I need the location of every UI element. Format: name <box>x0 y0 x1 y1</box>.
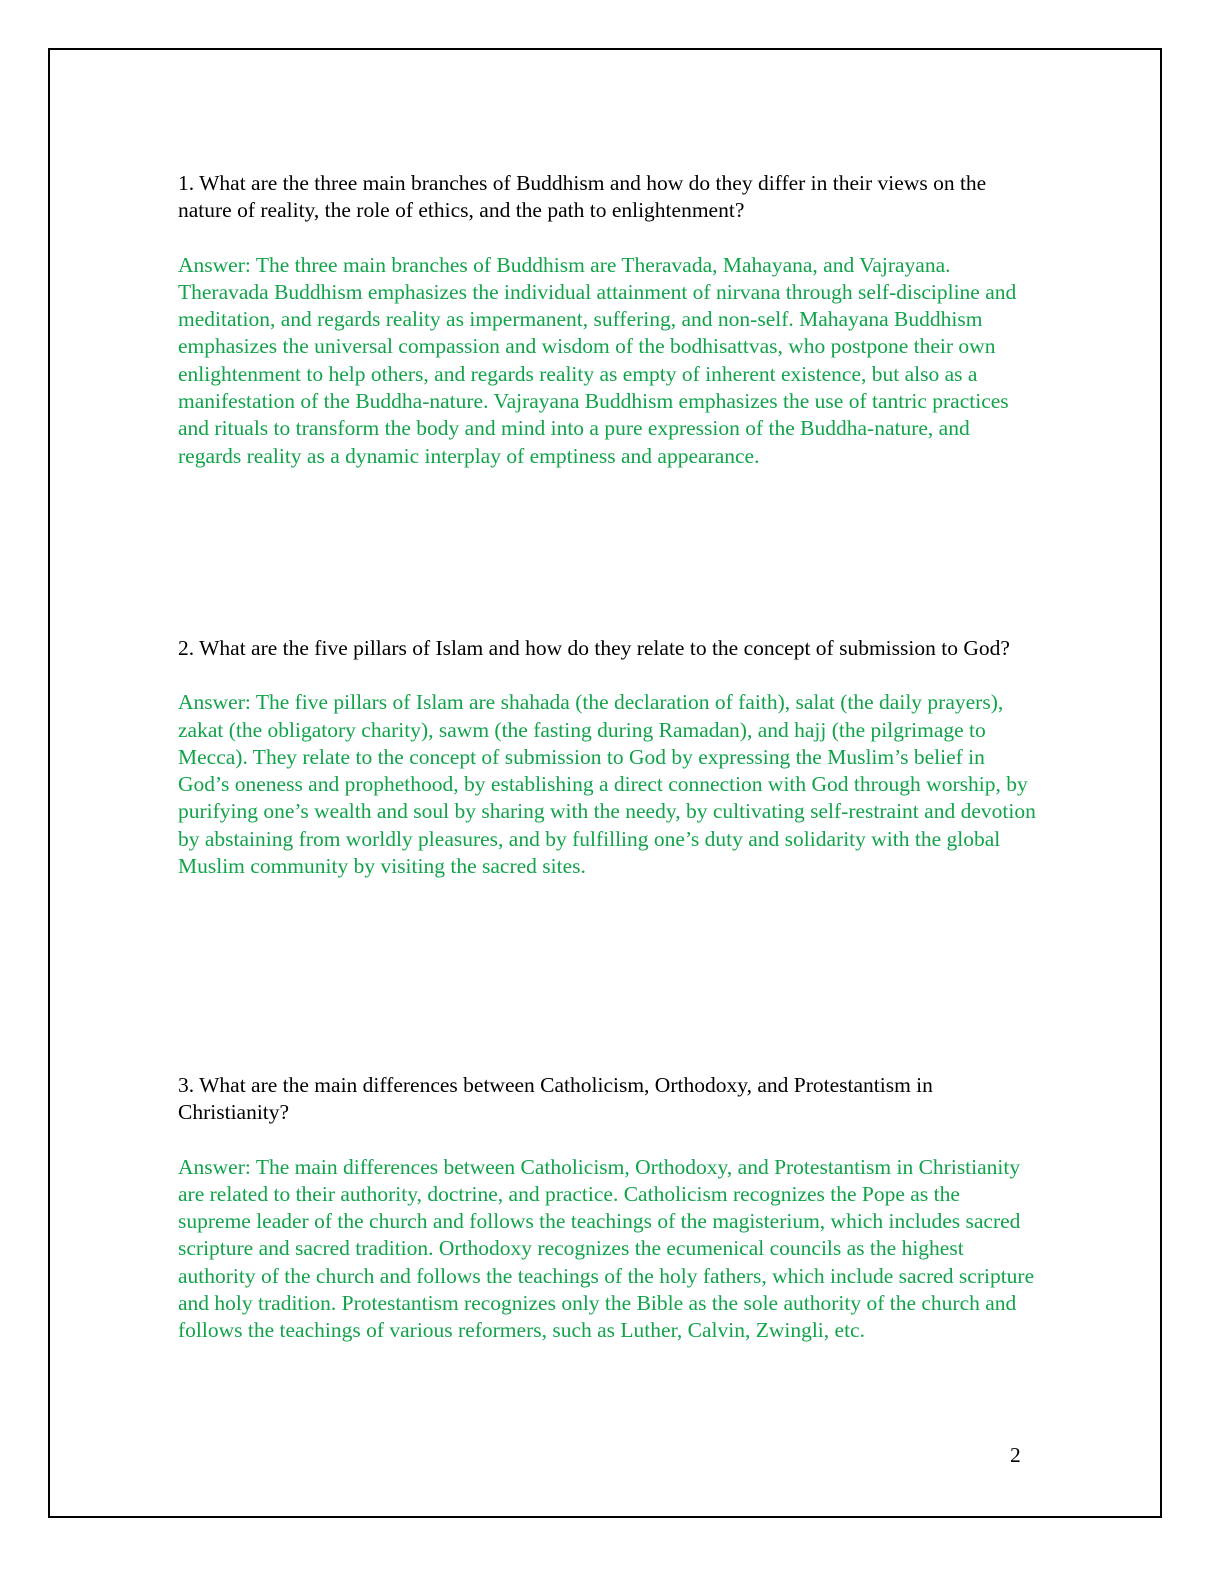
qa-block-2 <box>178 635 1038 880</box>
qa-block-1 <box>178 170 1038 470</box>
answer-3: Answer: The main differences between Catholicism, Orthodoxy, and Protestantism in Christianity are related to their authority, doctrine, and practice. Catholicism recognizes the Pope as the supreme leader of the church and follows the teachings of the magisterium, which includes sacred scripture and sacred tradition. Orthodoxy recognizes the ecumenical councils as the highest authority of the church and follows the teachings of the holy fathers, which include sacred scripture and holy tradition. Protestantism recognizes only the Bible as the sole authority of the church and follows the teachings of various reformers, such as Luther, Calvin, Zwingli, etc. <box>178 1154 1035 1343</box>
question-1: 1. What are the three main branches of Buddhism and how do they differ in their views on the nature of reality, the role of ethics, and the path to enlightenment? <box>178 171 987 223</box>
page-number: 2 <box>1010 1443 1021 1467</box>
question-2: 2. What are the five pillars of Islam and how do they relate to the concept of submission to God? <box>178 636 1010 660</box>
answer-1: Answer: The three main branches of Buddhism are Theravada, Mahayana, and Vajrayana. Theravada Buddhism emphasizes the individual attainment of nirvana through self-discipline and meditation, and regards reality as impermanent, suffering, and non-self. Mahayana Buddhism emphasizes the universal compassion and wisdom of the bodhisattvas, who postpone their own enlightenment to help others, and regards reality as empty of inherent existence, but also as a manifestation of the Buddha-nature. Vajrayana Buddhism emphasizes the use of tantric practices and rituals to transform the body and mind into a pure expression of the Buddha-nature, and regards reality as a dynamic interplay of emptiness and appearance. <box>178 252 1017 468</box>
question-3: 3. What are the main differences between Catholicism, Orthodoxy, and Protestantism in Christianity? <box>178 1073 933 1125</box>
qa-block-3 <box>178 1072 1038 1345</box>
answer-2: Answer: The five pillars of Islam are shahada (the declaration of faith), salat (the daily prayers), zakat (the obligatory charity), sawm (the fasting during Ramadan), and hajj (the pilgrimage to Mecca). They relate to the concept of submission to God by expressing the Muslim’s belief in God’s oneness and prophethood, by establishing a direct connection with God through worship, by purifying one’s wealth and soul by sharing with the needy, by cultivating self-restraint and devotion by abstaining from worldly pleasures, and by fulfilling one’s duty and solidarity with the global Muslim community by visiting the sacred sites. <box>178 690 1036 879</box>
